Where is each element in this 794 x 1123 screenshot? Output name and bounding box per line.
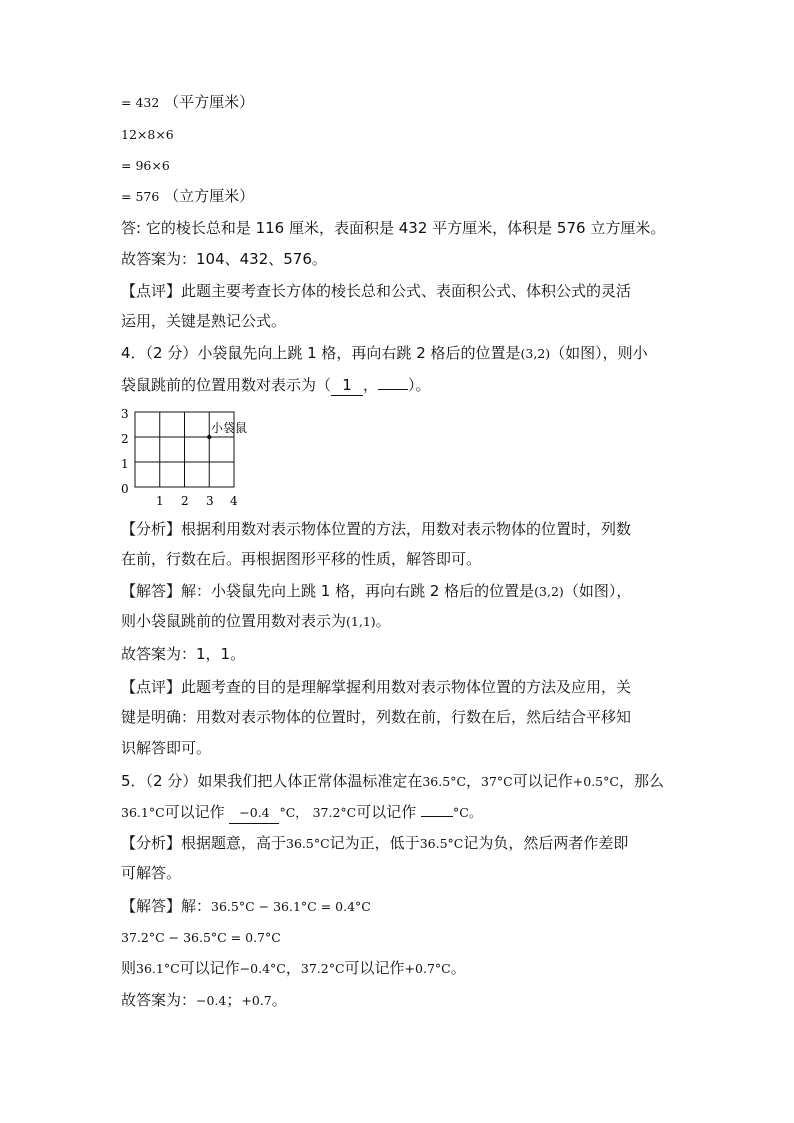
calc-line-2: 12×8×6 [121,127,174,142]
q4-sol-coord: (3,2) [534,584,564,599]
q4-comma: ， [363,376,379,394]
q5-value: −0.4°C [239,961,286,976]
q5-temp: 37.2°C [312,805,357,820]
q4-coord: (3,2) [520,346,551,361]
x-label-1: 1 [156,494,164,508]
q4-sol-text: 【解答】解：小袋鼠先向上跳 1 格，再向右跳 2 格后的位置是 [121,582,535,600]
q4-sol2-text: 则小袋鼠跳前的位置用数对表示为 [121,612,347,630]
calc-line-3: = 96×6 [121,158,170,173]
calc-value: = 576 [121,189,160,204]
q5-temp: +0.5°C [572,774,619,789]
q4-solution-1 [121,581,631,602]
q5-text: ，那么 [618,772,664,790]
kangaroo-label: 小袋鼠 [211,421,248,435]
q4-line-1 [121,343,648,364]
kangaroo-point [207,435,211,439]
q5-text: 可以记作 [179,959,240,977]
q5-equation-2: 37.2°C − 36.5°C = 0.7°C [121,930,281,945]
q4-comment-2: 键是明确：用数对表示物体的位置时，列数在前，行数在后，然后结合平移知 [121,708,632,726]
q5-temp: 36.5°C [422,774,467,789]
q5-analysis-1 [121,833,628,854]
q5-line-2 [121,802,481,824]
comment-line-2: 运用，关键是熟记公式。 [121,312,287,330]
q4-prompt: 袋鼠跳前的位置用数对表示为（ [121,376,332,394]
q5-answer-value: −0.4 [196,993,227,1008]
q5-analysis-text: 记为负，然后两者作差即 [463,834,629,852]
q5-unit: °C。 [453,805,482,820]
q5-text: 可以记作 [356,803,417,821]
q5-temp: 37°C [481,774,513,789]
q5-temp: 36.5°C [286,836,330,851]
q5-text: 。 [450,959,466,977]
calc-unit: （立方厘米） [164,187,255,205]
q4-analysis-2: 在前，行数在后。再根据图形平移的性质，解答即可。 [121,550,482,568]
q5-analysis-text: 记为正，低于 [329,834,420,852]
q5-answer-label: 故答案为： [121,991,197,1009]
x-label-4: 4 [230,494,238,508]
q4-close: ）。 [408,376,431,394]
calc-line-4 [121,186,254,207]
q4-sol2-coord: (1,1) [346,614,376,629]
q5-solution-3 [121,958,466,979]
q5-text: 可以记作 [164,803,225,821]
coordinate-grid [112,404,272,512]
q5-text: 则 [121,959,137,977]
q4-sol2-tail: 。 [375,612,391,630]
q5-blank-2 [421,816,453,817]
q5-sep: ， [466,772,482,790]
q5-analysis-text: 【分析】根据题意，高于 [121,834,287,852]
q4-blank-1: 1 [331,375,363,396]
q5-answer-value: +0.7 [241,993,272,1008]
q5-temp: 36.5°C [419,836,464,851]
calc-line-1 [121,92,254,113]
q4-head-tail: （如图），则小 [550,344,648,362]
q4-solution-2 [121,611,391,632]
calc-value: = 432 [121,95,160,110]
q5-blank-1: −0.4 [229,803,279,824]
q5-unit: °C， [279,805,308,820]
answer-summary: 故答案为：104、432、576。 [121,250,327,268]
q5-answer-sep: ； [226,991,242,1009]
q4-line-2 [121,375,431,396]
y-label-0: 0 [121,482,129,496]
q5-temp: 37.2°C [300,961,345,976]
q5-solution-1 [121,896,371,917]
comment-line-1: 【点评】此题主要考查长方体的棱长总和公式、表面积公式、体积公式的灵活 [121,282,632,300]
x-label-2: 2 [181,494,189,508]
q5-answer-end: 。 [271,991,287,1009]
q4-comment-1: 【点评】此题考查的目的是理解掌握利用数对表示物体位置的方法及应用，关 [121,678,632,696]
q5-sol-label: 【解答】解： [121,897,212,915]
q5-text: 可以记作 [512,772,573,790]
q5-line-1 [121,771,664,792]
y-label-2: 2 [121,432,129,446]
q5-value: +0.7°C [404,961,451,976]
q5-temp: 36.1°C [136,961,180,976]
q5-prompt: 5．（2 分）如果我们把人体正常体温标准定在 [121,772,423,790]
q4-head: 4．（2 分）小袋鼠先向上跳 1 格，再向右跳 2 格后的位置是 [121,344,521,362]
q4-comment-3: 识解答即可。 [121,739,212,757]
q5-answer [121,990,287,1011]
q5-equation-1: 36.5°C − 36.1°C = 0.4°C [211,899,371,914]
q5-text: ， [285,959,301,977]
q4-blank-2 [378,389,408,390]
y-label-1: 1 [121,457,129,471]
y-label-3: 3 [121,407,129,421]
calc-unit: （平方厘米） [164,93,255,111]
q5-text: 可以记作 [344,959,405,977]
q4-analysis-1: 【分析】根据利用数对表示物体位置的方法，用数对表示物体的位置时，列数 [121,520,632,538]
q5-analysis-2: 可解答。 [121,864,182,882]
q4-answer: 故答案为：1，1。 [121,645,246,663]
q4-sol-tail: （如图）， [563,582,632,600]
q5-temp: 36.1°C [121,805,165,820]
answer-sentence: 答: 它的棱长总和是 116 厘米，表面积是 432 平方厘米，体积是 576 立方厘米。 [121,219,666,237]
x-label-3: 3 [206,494,214,508]
